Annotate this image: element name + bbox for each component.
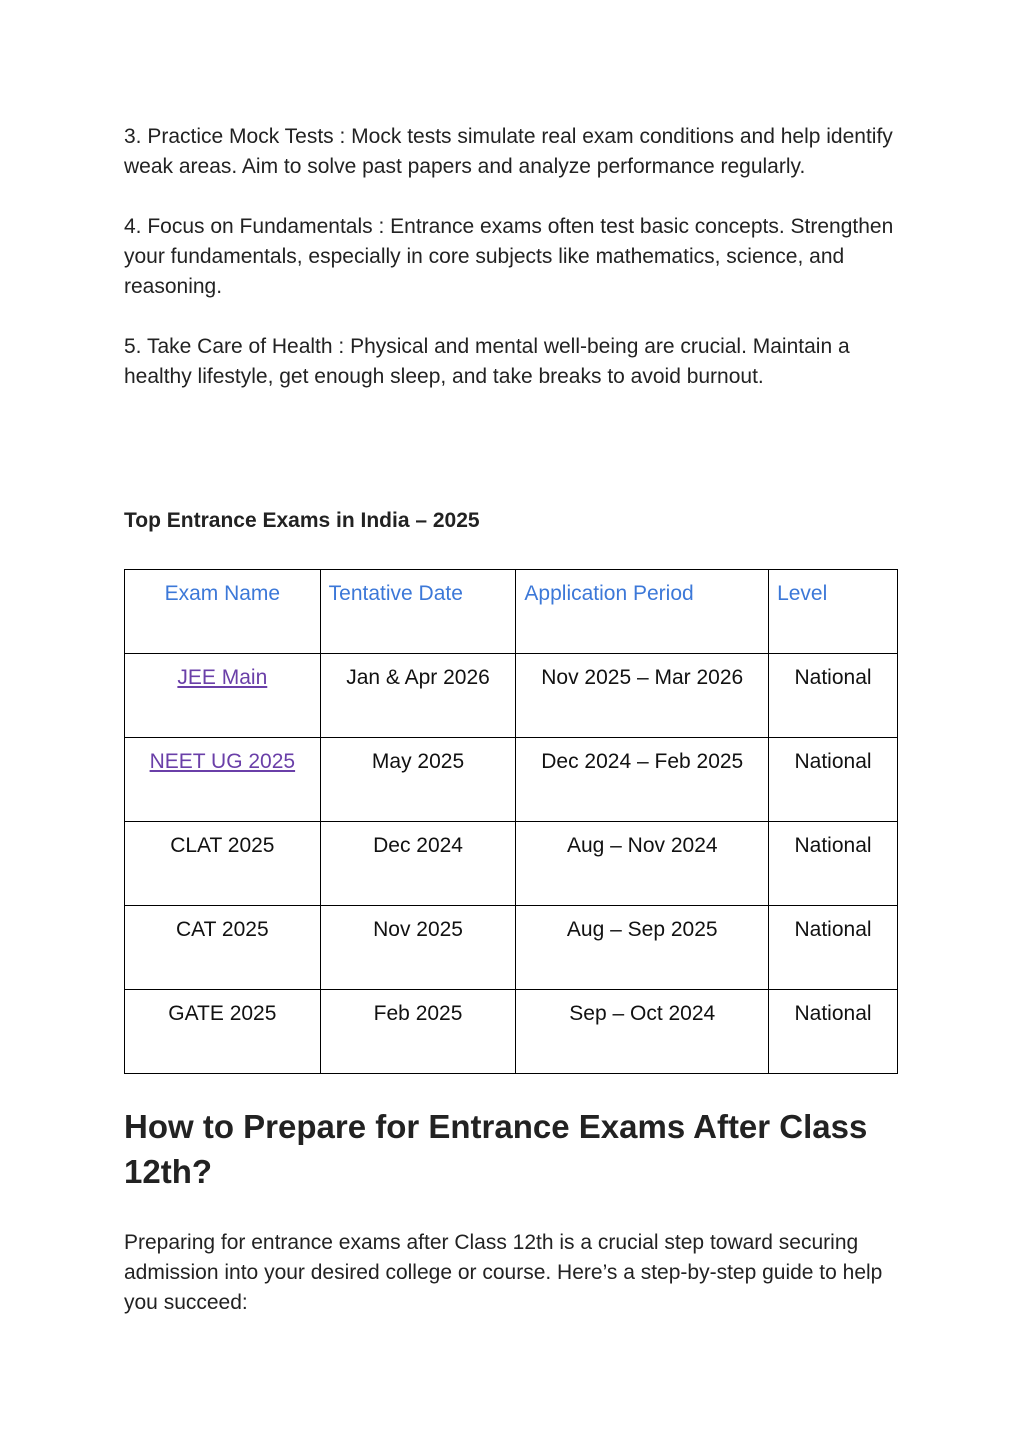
tips-section bbox=[124, 122, 900, 422]
tip-fundamentals: 4. Focus on Fundamentals : Entrance exams often test basic concepts. Strengthen your fundamentals, especially in core subjects like mathematics, science, and reasoning. bbox=[124, 215, 894, 298]
cell-exam-name: GATE 2025 bbox=[125, 990, 321, 1074]
cell-level: National bbox=[769, 822, 898, 906]
cell-application-period: Aug – Nov 2024 bbox=[516, 822, 769, 906]
entrance-exams-table bbox=[124, 569, 898, 1074]
cell-tentative-date: May 2025 bbox=[320, 738, 516, 822]
cell-level: National bbox=[769, 738, 898, 822]
header-level: Level bbox=[769, 570, 898, 654]
cell-application-period: Sep – Oct 2024 bbox=[516, 990, 769, 1074]
section-heading: How to Prepare for Entrance Exams After Class 12th? bbox=[124, 1108, 868, 1190]
cell-level: National bbox=[769, 990, 898, 1074]
section-intro: Preparing for entrance exams after Class 12th is a crucial step toward securing admission into your desired college or course. Here’s a step-by-step guide to help you succeed: bbox=[124, 1231, 883, 1314]
table-row bbox=[125, 906, 898, 990]
cell-application-period: Dec 2024 – Feb 2025 bbox=[516, 738, 769, 822]
header-exam-name: Exam Name bbox=[125, 570, 321, 654]
cell-level: National bbox=[769, 906, 898, 990]
cell-tentative-date: Nov 2025 bbox=[320, 906, 516, 990]
exam-link[interactable]: JEE Main bbox=[177, 666, 268, 689]
cell-tentative-date: Jan & Apr 2026 bbox=[320, 654, 516, 738]
cell-exam-name: CAT 2025 bbox=[125, 906, 321, 990]
table-row bbox=[125, 654, 898, 738]
table-title: Top Entrance Exams in India – 2025 bbox=[124, 509, 480, 532]
table-body bbox=[125, 654, 898, 1074]
header-application-period: Application Period bbox=[516, 570, 769, 654]
table-row bbox=[125, 738, 898, 822]
table-row bbox=[125, 822, 898, 906]
cell-application-period: Aug – Sep 2025 bbox=[516, 906, 769, 990]
cell-exam-name bbox=[125, 654, 321, 738]
exam-link[interactable]: NEET UG 2025 bbox=[149, 750, 296, 773]
cell-tentative-date: Dec 2024 bbox=[320, 822, 516, 906]
table-row bbox=[125, 990, 898, 1074]
cell-exam-name: CLAT 2025 bbox=[125, 822, 321, 906]
table-header-row bbox=[125, 570, 898, 654]
cell-tentative-date: Feb 2025 bbox=[320, 990, 516, 1074]
tip-health: 5. Take Care of Health : Physical and mental well-being are crucial. Maintain a healthy lifestyle, get enough sleep, and take breaks to avoid burnout. bbox=[124, 335, 850, 388]
cell-exam-name bbox=[125, 738, 321, 822]
cell-application-period: Nov 2025 – Mar 2026 bbox=[516, 654, 769, 738]
cell-level: National bbox=[769, 654, 898, 738]
tip-mock-tests: 3. Practice Mock Tests : Mock tests simulate real exam conditions and help identify weak areas. Aim to solve past papers and analyze performance regularly. bbox=[124, 125, 893, 178]
header-tentative-date: Tentative Date bbox=[320, 570, 516, 654]
